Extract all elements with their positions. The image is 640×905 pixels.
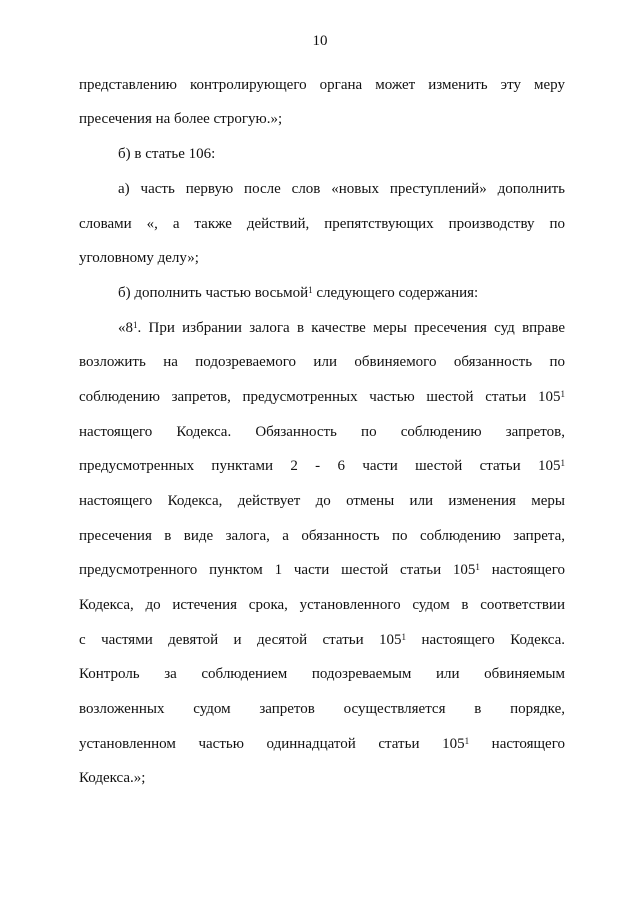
text-line: Контроль за соблюдением подозреваемым или обвиняемым [79,666,565,682]
text-line: пресечения на более строгую.»; [79,111,283,127]
text-line: Кодекса, до истечения срока, установленного судом в соответствии [79,597,565,613]
text-line: настоящего Кодекса, действует до отмены или изменения меры [79,493,565,509]
text-line: установленном частью одиннадцатой статьи $105^1$ настоящего [79,736,565,752]
text-line: «$8^1$. При избрании залога в качестве меры пресечения суд вправе [118,320,565,336]
text-line: предусмотренного пунктом 1 части шестой статьи $105^1$ настоящего [79,562,565,578]
text-line: уголовному делу»; [79,250,199,266]
text-line: с частями девятой и десятой статьи $105^1$ настоящего Кодекса. [79,632,565,648]
page-number: 10 [312,33,328,49]
text-line: возложить на подозреваемого или обвиняемого обязанность по [79,354,565,370]
text-line: а) часть первую после слов «новых преступлений» дополнить [118,181,565,197]
text-line: соблюдению запретов, предусмотренных частью шестой статьи $105^1$ [79,389,565,405]
text-line: пресечения в виде залога, а обязанность по соблюдению запрета, [79,528,565,544]
text-line: предусмотренных пунктами 2 - 6 части шестой статьи $105^1$ [79,458,565,474]
text-line: б) в статье 106: [118,146,216,162]
text-line: возложенных судом запретов осуществляется в порядке, [79,701,565,717]
text-line: Кодекса.»; [79,770,146,786]
text-line: настоящего Кодекса. Обязанность по соблюдению запретов, [79,424,565,440]
text-line: представлению контролирующего органа может изменить эту меру [79,77,565,93]
text-line: словами «, а также действий, препятствующих производству по [79,216,565,232]
text-line: б) дополнить частью восьмой$^1$ следующего содержания: [118,285,479,301]
